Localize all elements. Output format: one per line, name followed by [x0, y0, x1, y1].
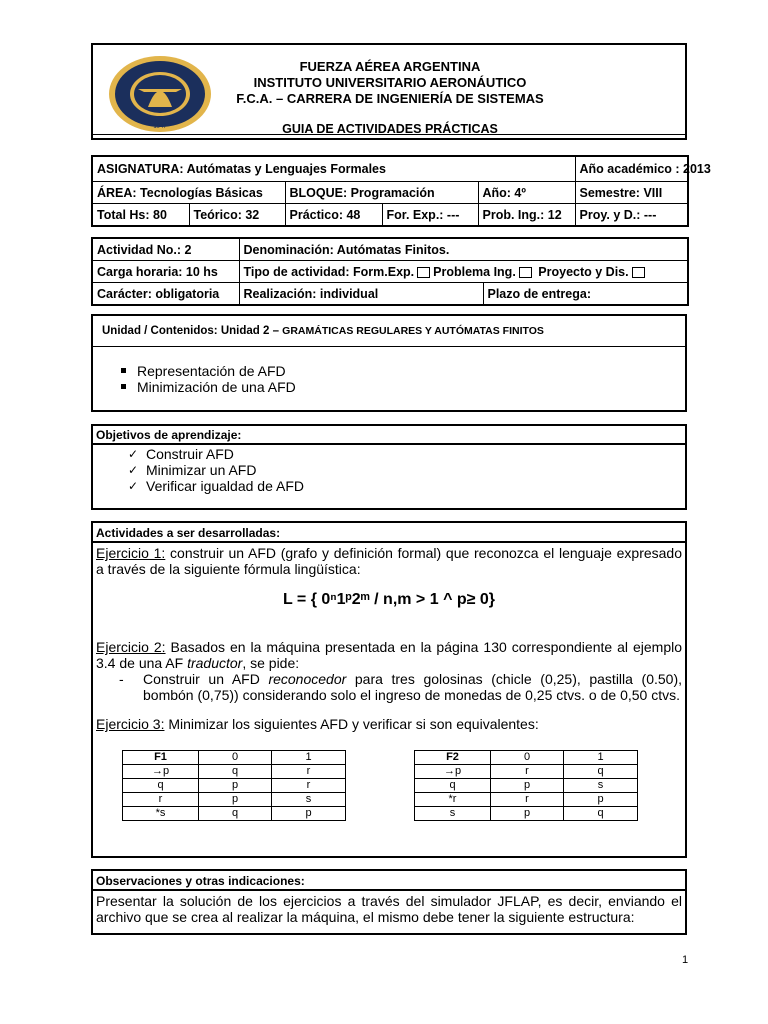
formula: L = { 0ⁿ1ᵖ2ᵐ / n,m > 1 ^ p≥ 0}: [283, 591, 495, 608]
list-item: Representación de AFD: [115, 363, 296, 379]
anio-academico-cell: Año académico : 2013: [575, 156, 688, 182]
problema-ing-checkbox[interactable]: [519, 267, 532, 278]
plazo-cell: Plazo de entrega:: [483, 283, 688, 306]
objetivos-list: [124, 446, 304, 494]
unidad-topic: GRAMÁTICAS REGULARES Y AUTÓMATAS FINITOS: [282, 325, 544, 337]
ejercicio-2: Ejercicio 2: Basados en la máquina presentada en la página 130 correspondiente al ejemplo 3.4 de una AF traductor, se pide:: [96, 639, 683, 671]
unidad-header-rule: [93, 346, 685, 347]
check-icon: ✓: [128, 479, 139, 493]
guide-title: GUIA DE ACTIVIDADES PRÁCTICAS: [282, 122, 498, 136]
ejercicio-2-item: Construir un AFD reconocedor para tres golosinas (chicle (0,25), pastilla (0.50), bombón (0,75)) considerando solo el ingreso de monedas de 0,25 ctvs. o de 0,50 ctvs.: [143, 671, 683, 703]
header-line-2: INSTITUTO UNIVERSITARIO AERONÁUTICO: [253, 75, 527, 90]
unidad-label: Unidad / Contenidos: Unidad 2 –: [102, 325, 283, 337]
list-item: ✓ Construir AFD: [128, 446, 234, 462]
activity-table: [91, 237, 689, 306]
table-row: q p s: [415, 779, 638, 793]
list-item: ✓ Minimizar un AFD: [128, 462, 257, 478]
page-number: 1: [682, 954, 689, 966]
tipo-proy-label: Proyecto y Dis.: [538, 264, 629, 279]
area-cell: ÁREA: Tecnologías Básicas: [92, 182, 285, 204]
observaciones-header-rule: [93, 889, 685, 891]
objetivos-header-rule: [93, 443, 685, 445]
practico-cell: Práctico: 48: [285, 204, 382, 227]
total-hs-cell: Total Hs: 80: [92, 204, 189, 227]
semestre-cell: Semestre: VIII: [575, 182, 688, 204]
observaciones-text: Presentar la solución de los ejercicios a través del simulador JFLAP, es decir, enviando el archivo que se crea al realizar la máquina, el mismo debe tener la siguiente estructura:: [96, 893, 682, 925]
proyecto-dis-checkbox[interactable]: [632, 267, 645, 278]
table-row: F2 0 1: [415, 751, 638, 765]
asignatura-cell: ASIGNATURA: Autómatas y Lenguajes Formales: [92, 156, 575, 182]
anio-cell: Año: 4º: [478, 182, 575, 204]
f2-transition-table: [414, 750, 638, 821]
observaciones-title: Observaciones y otras indicaciones:: [96, 874, 305, 888]
denominacion-cell: Denominación: Autómatas Finitos.: [239, 238, 688, 261]
caracter-cell: Carácter: obligatoria: [92, 283, 239, 306]
actividades-title: Actividades a ser desarrolladas:: [96, 526, 281, 540]
list-item: Minimización de una AFD: [115, 379, 296, 395]
list-item: ✓ Verificar igualdad de AFD: [128, 478, 304, 494]
course-table: [91, 155, 711, 227]
table-row: F1 0 1: [123, 751, 346, 765]
header-line-1: FUERZA AÉREA ARGENTINA: [299, 59, 481, 74]
f1-transition-table: [122, 750, 346, 821]
check-icon: ✓: [128, 463, 139, 477]
header-line-3: F.C.A. – CARRERA DE INGENIERÍA DE SISTEMAS: [236, 91, 544, 106]
ejercicio-1: Ejercicio 1: construir un AFD (grafo y definición formal) que reconozca el lenguaje expresado a través de la siguiente fórmula lingüística:: [96, 545, 682, 577]
unidad-list: [115, 363, 296, 395]
table-row: s p q: [415, 807, 638, 821]
bloque-cell: BLOQUE: Programación: [285, 182, 478, 204]
tipo-prob-label: Problema Ing.: [433, 264, 516, 279]
table-row: →p q r: [123, 765, 346, 779]
table-row: r p s: [123, 793, 346, 807]
actividad-numero-cell: Actividad No.: 2: [92, 238, 239, 261]
objetivos-title: Objetivos de aprendizaje:: [96, 428, 242, 442]
seal-year: 1947: [153, 124, 167, 130]
carga-horaria-cell: Carga horaria: 10 hs: [92, 261, 239, 283]
tipo-actividad-cell: [239, 261, 688, 283]
check-icon: ✓: [128, 447, 139, 461]
unidad-title: [102, 325, 544, 337]
form-exp-checkbox[interactable]: [417, 267, 430, 278]
realizacion-cell: Realización: individual: [239, 283, 483, 306]
ejercicio-3: Ejercicio 3: Minimizar los siguientes AFD y verificar si son equivalentes:: [96, 716, 539, 732]
tipo-label: Tipo de actividad: Form.Exp.: [243, 264, 415, 279]
table-row: →p r q: [415, 765, 638, 779]
prob-ing-cell: Prob. Ing.: 12: [478, 204, 575, 227]
for-exp-cell: For. Exp.: ---: [382, 204, 478, 227]
table-row: *s q p: [123, 807, 346, 821]
actividades-header-rule: [93, 541, 685, 543]
ejercicio-2-dash: -: [119, 671, 124, 687]
table-row: q p r: [123, 779, 346, 793]
university-seal: [108, 55, 212, 133]
header-title-block: [200, 59, 580, 107]
proy-d-cell: Proy. y D.: ---: [575, 204, 688, 227]
table-row: *r r p: [415, 793, 638, 807]
teorico-cell: Teórico: 32: [189, 204, 285, 227]
